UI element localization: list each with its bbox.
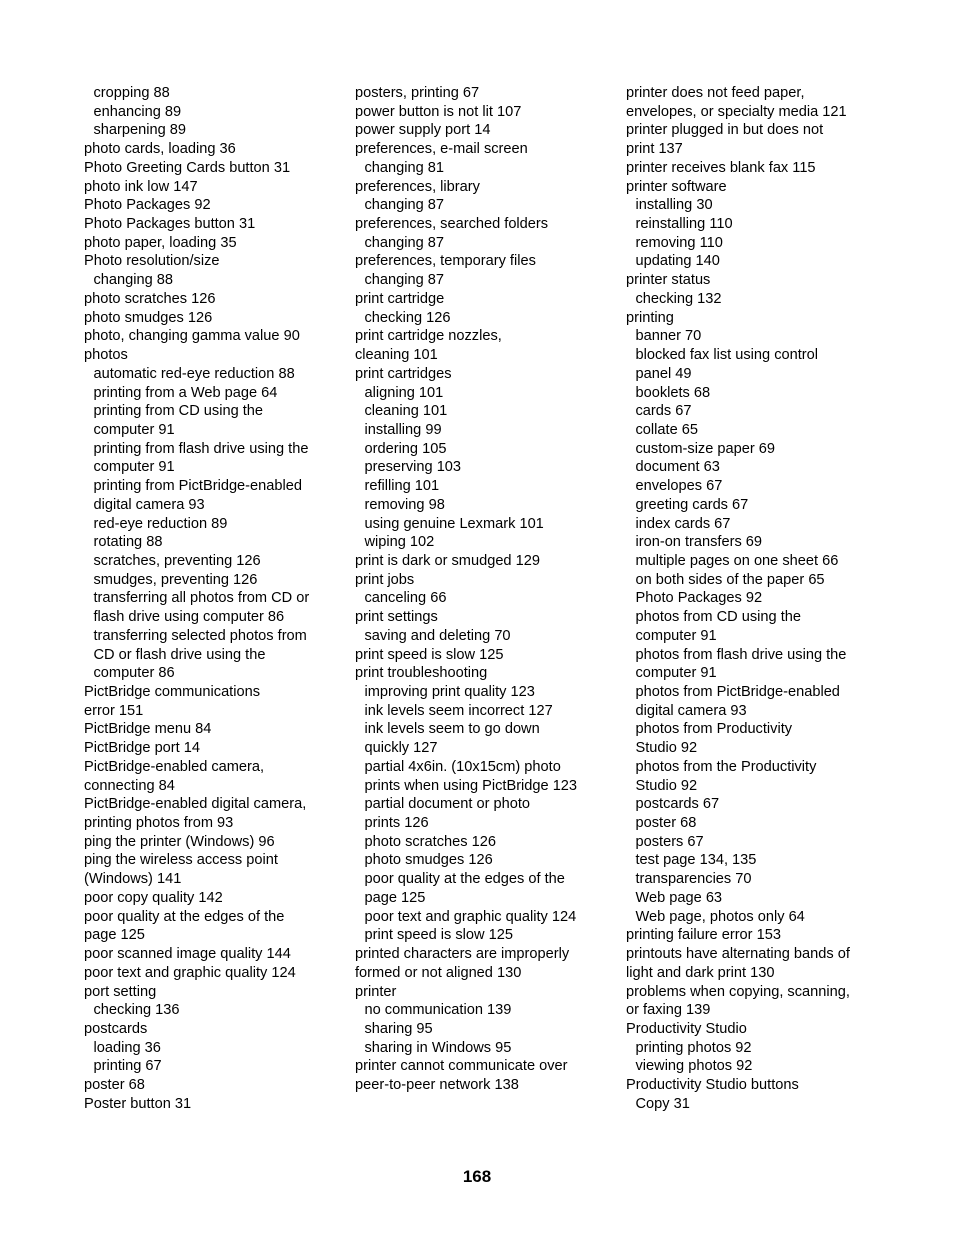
index-entry: photos	[84, 347, 128, 364]
index-subentry: refilling 101	[364, 478, 440, 495]
index-subentry: changing 81	[364, 159, 445, 176]
index-entry: Poster button 31	[84, 1095, 192, 1112]
index-subentry: removing 98	[364, 496, 445, 513]
index-subentry: cleaning 101	[364, 403, 448, 420]
index-entry: print troubleshooting	[355, 665, 488, 682]
index-entry: Photo Packages button 31	[84, 216, 256, 233]
index-entry: poor quality at the edges of the	[84, 908, 285, 925]
index-subentry: reinstalling 110	[635, 216, 733, 233]
index-subentry: photos from Productivity	[635, 721, 793, 738]
index-column-3	[626, 84, 888, 1114]
index-subentry: saving and deleting 70	[364, 627, 511, 644]
index-subentry: print speed is slow 125	[364, 927, 513, 944]
index-subentry: computer 91	[93, 421, 175, 438]
index-subentry: Studio 92	[635, 777, 698, 794]
index-subentry: document 63	[635, 459, 720, 476]
index-subentry: sharing in Windows 95	[364, 1039, 512, 1056]
index-subentry: sharing 95	[364, 1020, 433, 1037]
index-entry: Photo Packages 92	[84, 197, 211, 214]
index-entry: ping the wireless access point	[84, 852, 278, 869]
index-subentry: multiple pages on one sheet 66	[635, 552, 839, 569]
index-subentry: canceling 66	[364, 590, 447, 607]
index-subentry: photo scratches 126	[364, 833, 496, 850]
index-subentry: smudges, preventing 126	[93, 571, 258, 588]
index-entry: print cartridges	[355, 365, 452, 382]
index-entry: page 125	[84, 927, 145, 944]
index-entry: printing	[626, 309, 674, 326]
index-subentry: digital camera 93	[635, 702, 747, 719]
index-entry: photo, changing gamma value 90	[84, 328, 300, 345]
index-subentry: improving print quality 123	[364, 684, 535, 700]
index-entry: Photo Greeting Cards button 31	[84, 159, 291, 176]
index-subentry: page 125	[364, 889, 426, 906]
index-subentry: ordering 105	[364, 440, 447, 457]
index-subentry: greeting cards 67	[635, 496, 749, 513]
index-subentry: aligning 101	[364, 384, 444, 401]
index-entry: PictBridge port 14	[84, 740, 201, 757]
index-entry: envelopes, or specialty media 121	[626, 103, 847, 120]
index-column-2	[355, 84, 617, 1095]
index-subentry: photos from flash drive using the	[635, 646, 847, 663]
index-subentry: printing from CD using the	[93, 403, 264, 420]
index-subentry: computer 91	[635, 665, 717, 682]
index-subentry: Web page, photos only 64	[635, 908, 805, 925]
index-subentry: photo smudges 126	[364, 852, 493, 869]
index-subentry: removing 110	[635, 234, 723, 251]
index-subentry: rotating 88	[93, 534, 163, 551]
index-subentry: blocked fax list using control	[635, 347, 819, 364]
index-entry: preferences, library	[355, 178, 480, 195]
index-subentry: transferring selected photos from	[93, 627, 307, 644]
index-subentry: printing 67	[93, 1058, 162, 1075]
index-subentry: poster 68	[635, 815, 697, 832]
index-subentry: ink levels seem incorrect 127	[364, 702, 553, 719]
index-entry: PictBridge-enabled camera,	[84, 758, 265, 775]
index-subentry: changing 87	[364, 197, 445, 214]
index-subentry: computer 86	[93, 665, 175, 682]
index-subentry: scratches, preventing 126	[93, 552, 261, 569]
index-entry: Productivity Studio	[626, 1020, 747, 1037]
index-entry: photo smudges 126	[84, 309, 213, 326]
index-entry: error 151	[84, 702, 144, 719]
index-subentry: prints 126	[364, 815, 429, 832]
index-subentry: cropping 88	[93, 85, 170, 101]
index-entry: poor copy quality 142	[84, 889, 223, 906]
index-subentry: envelopes 67	[635, 478, 723, 495]
index-entry: print is dark or smudged 129	[355, 552, 540, 569]
index-subentry: preserving 103	[364, 459, 462, 476]
index-subentry: enhancing 89	[93, 103, 182, 120]
index-subentry: checking 132	[635, 290, 722, 307]
index-entry: connecting 84	[84, 777, 175, 794]
index-entry: PictBridge-enabled digital camera,	[84, 796, 307, 813]
index-entry: printer software	[626, 178, 727, 195]
index-subentry: viewing photos 92	[635, 1058, 753, 1075]
index-entry: light and dark print 130	[626, 964, 775, 981]
index-subentry: printing photos 92	[635, 1039, 752, 1056]
index-entry: poor text and graphic quality 124	[84, 964, 296, 981]
index-entry: photo scratches 126	[84, 290, 216, 307]
index-entry: printing photos from 93	[84, 815, 234, 832]
index-entry: poster 68	[84, 1077, 145, 1094]
index-subentry: photos from the Productivity	[635, 758, 817, 775]
index-entry: printer does not feed paper,	[626, 85, 805, 101]
index-subentry: poor text and graphic quality 124	[364, 908, 577, 925]
index-subentry: index cards 67	[635, 515, 731, 532]
index-entry: port setting	[84, 983, 157, 1000]
index-entry: printer	[355, 983, 397, 1000]
index-entry: print 137	[626, 141, 683, 158]
index-entry: cleaning 101	[355, 347, 438, 364]
index-entry: printing failure error 153	[626, 927, 781, 944]
index-subentry: partial 4x6in. (10x15cm) photo	[364, 758, 561, 775]
index-entry: printer receives blank fax 115	[626, 159, 816, 176]
index-subentry: cards 67	[635, 403, 692, 420]
index-column-1	[84, 84, 346, 1114]
index-subentry: quickly 127	[364, 740, 438, 757]
index-subentry: custom-size paper 69	[635, 440, 776, 457]
index-entry: power button is not lit 107	[355, 103, 522, 120]
index-subentry: updating 140	[635, 253, 720, 270]
index-entry: print settings	[355, 609, 438, 626]
index-subentry: automatic red-eye reduction 88	[93, 365, 295, 382]
index-subentry: loading 36	[93, 1039, 161, 1056]
index-subentry: installing 99	[364, 421, 442, 438]
index-entry: peer-to-peer network 138	[355, 1077, 519, 1094]
index-entry: problems when copying, scanning,	[626, 983, 850, 1000]
index-entry: ping the printer (Windows) 96	[84, 833, 275, 850]
index-entry: photo paper, loading 35	[84, 234, 237, 251]
index-subentry: photos from PictBridge-enabled	[635, 684, 840, 700]
index-subentry: panel 49	[635, 365, 692, 382]
index-entry: printed characters are improperly	[355, 946, 570, 963]
index-subentry: transferring all photos from CD or	[93, 590, 310, 607]
index-subentry: partial document or photo	[364, 796, 530, 813]
index-subentry: Studio 92	[635, 740, 698, 757]
index-subentry: booklets 68	[635, 384, 711, 401]
index-entry: print cartridge	[355, 290, 445, 307]
index-subentry: Copy 31	[635, 1095, 690, 1112]
index-subentry: printing from flash drive using the	[93, 440, 309, 457]
index-subentry: prints when using PictBridge 123	[364, 777, 578, 794]
index-entry: print cartridge nozzles,	[355, 328, 502, 345]
index-entry: Productivity Studio buttons	[626, 1077, 799, 1094]
index-entry: printer status	[626, 272, 711, 289]
index-subentry: computer 91	[93, 459, 175, 476]
index-subentry: banner 70	[635, 328, 702, 345]
index-subentry: sharpening 89	[93, 122, 187, 139]
index-subentry: computer 91	[635, 627, 717, 644]
index-entry: formed or not aligned 130	[355, 964, 522, 981]
index-entry: preferences, temporary files	[355, 253, 536, 270]
index-entry: print jobs	[355, 571, 415, 588]
index-subentry: checking 136	[93, 1002, 180, 1019]
index-subentry: Photo Packages 92	[635, 590, 763, 607]
index-entry: postcards	[84, 1020, 148, 1037]
index-subentry: wiping 102	[364, 534, 435, 551]
index-entry: photo cards, loading 36	[84, 141, 236, 158]
index-entry: poor scanned image quality 144	[84, 946, 291, 963]
index-subentry: printing from a Web page 64	[93, 384, 278, 401]
index-entry: PictBridge communications	[84, 684, 261, 700]
index-subentry: iron-on transfers 69	[635, 534, 763, 551]
index-subentry: checking 126	[364, 309, 451, 326]
index-subentry: changing 87	[364, 272, 445, 289]
index-subentry: digital camera 93	[93, 496, 205, 513]
index-entry: printouts have alternating bands of	[626, 946, 850, 963]
index-subentry: on both sides of the paper 65	[635, 571, 825, 588]
index-entry: PictBridge menu 84	[84, 721, 212, 738]
index-subentry: installing 30	[635, 197, 713, 214]
index-subentry: red-eye reduction 89	[93, 515, 228, 532]
index-subentry: posters 67	[635, 833, 704, 850]
index-entry: preferences, e-mail screen	[355, 141, 528, 158]
index-subentry: changing 87	[364, 234, 445, 251]
index-subentry: photos from CD using the	[635, 609, 801, 626]
index-subentry: no communication 139	[364, 1002, 512, 1019]
index-subentry: postcards 67	[635, 796, 720, 813]
index-subentry: ink levels seem to go down	[364, 721, 540, 738]
index-subentry: Web page 63	[635, 889, 723, 906]
index-subentry: using genuine Lexmark 101	[364, 515, 544, 532]
index-entry: print speed is slow 125	[355, 646, 504, 663]
index-entry: posters, printing 67	[355, 85, 480, 101]
index-entry: printer cannot communicate over	[355, 1058, 568, 1075]
index-subentry: transparencies 70	[635, 871, 752, 888]
index-entry: printer plugged in but does not	[626, 122, 824, 139]
index-subentry: CD or flash drive using the	[93, 646, 266, 663]
index-subentry: poor quality at the edges of the	[364, 871, 565, 888]
index-entry: photo ink low 147	[84, 178, 198, 195]
page-number: 168	[462, 1167, 492, 1186]
index-entry: Photo resolution/size	[84, 253, 220, 270]
index-entry: or faxing 139	[626, 1002, 711, 1019]
index-entry: preferences, searched folders	[355, 216, 549, 233]
index-subentry: flash drive using computer 86	[93, 609, 285, 626]
index-subentry: test page 134, 135	[635, 852, 757, 869]
index-subentry: collate 65	[635, 421, 698, 438]
index-entry: power supply port 14	[355, 122, 491, 139]
index-subentry: printing from PictBridge-enabled	[93, 478, 302, 495]
index-subentry: changing 88	[93, 272, 174, 289]
index-entry: (Windows) 141	[84, 871, 182, 888]
